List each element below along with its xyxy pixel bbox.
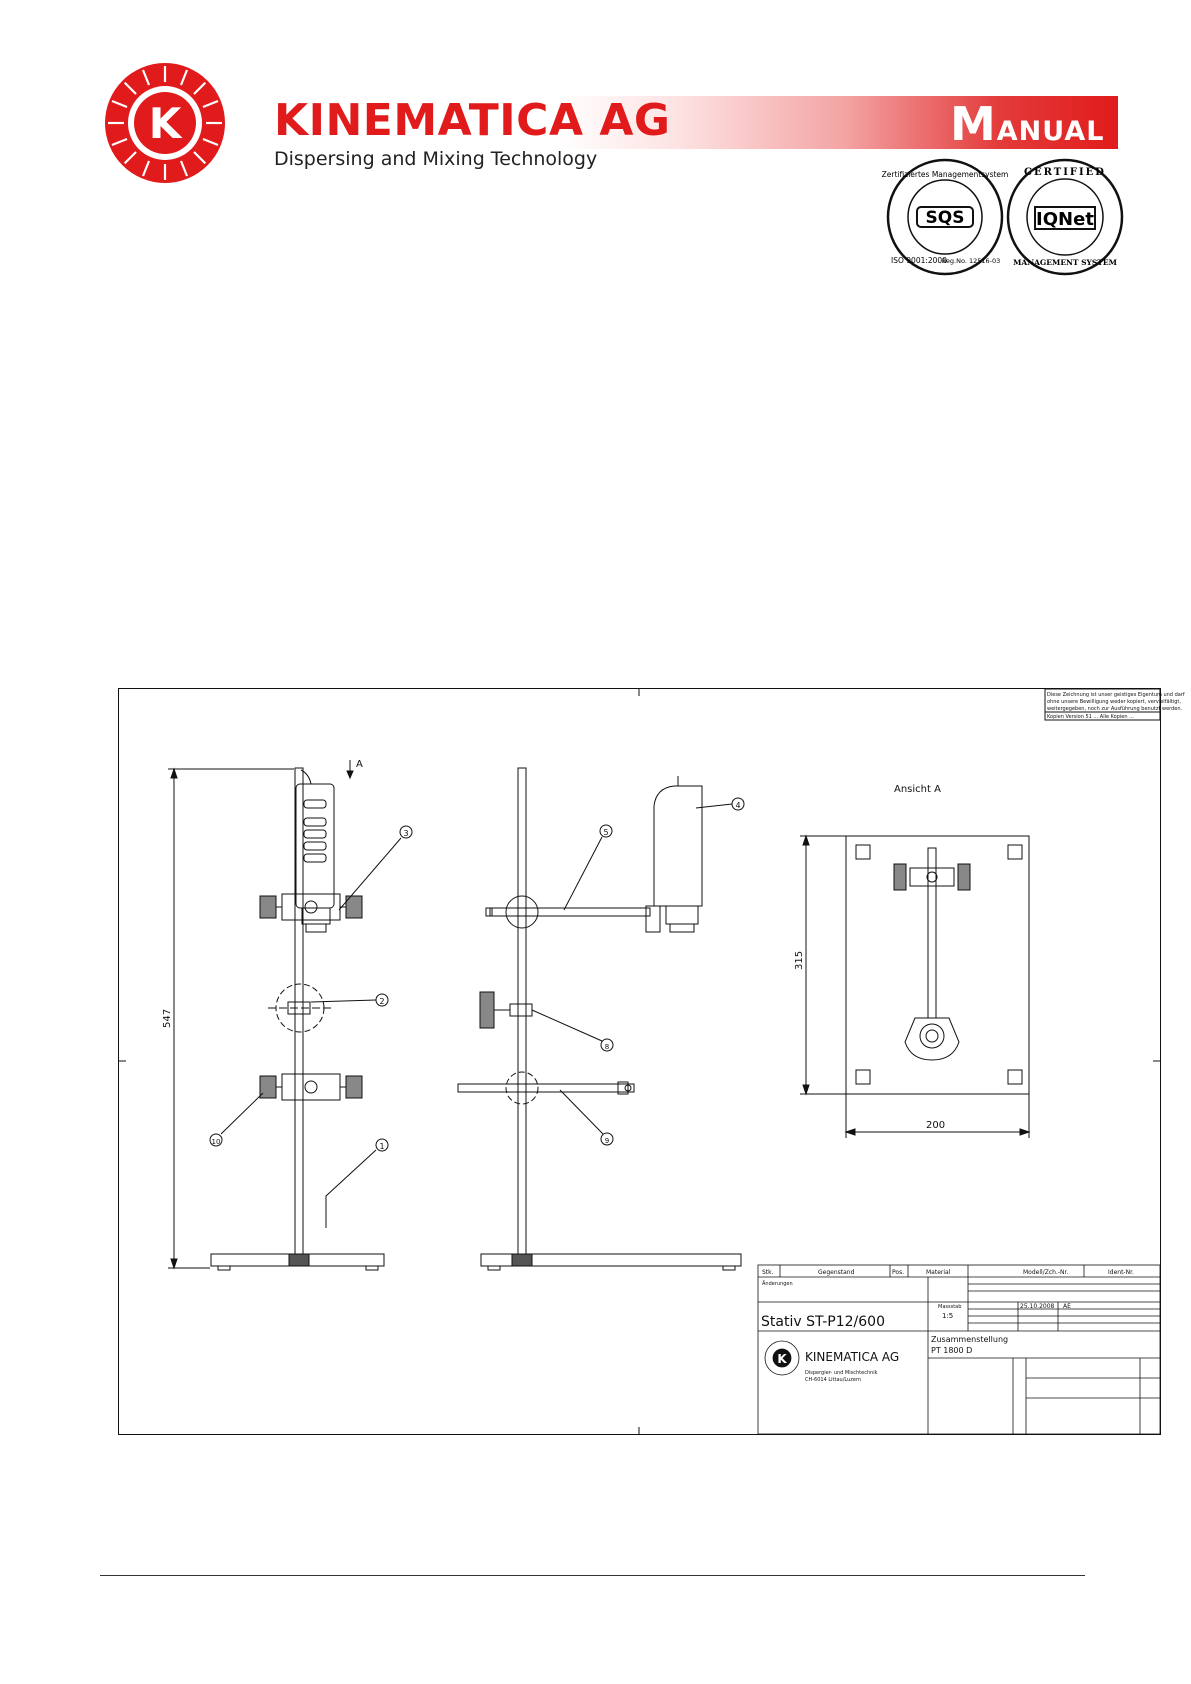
tb-modell: Modell/Zch.-Nr.: [1023, 1269, 1069, 1276]
manual-label-initial: M: [950, 97, 997, 151]
copyright-line-2: ohne unsere Bewilligung weder kopiert, vervielfältigt,: [1047, 699, 1181, 705]
tb-massstab-label: Massstab: [938, 1304, 962, 1310]
company-tagline: Dispersing and Mixing Technology: [274, 148, 598, 170]
tb-initials: AE: [1063, 1303, 1071, 1310]
side-view: [458, 768, 744, 1270]
sqs-iso: ISO 9001:2000: [891, 256, 947, 265]
dim-height: 547: [162, 1008, 173, 1028]
balloon-4: 4: [735, 801, 741, 810]
tb-gegenstand: Gegenstand: [818, 1269, 855, 1276]
copyright-line-4: Kopien Version 51 ... Alle Kopien ...: [1047, 714, 1134, 720]
sqs-center: SQS: [925, 208, 965, 228]
manual-label: [950, 97, 1115, 151]
balloon-1: 1: [379, 1142, 385, 1151]
iqnet-top: CERTIFIED: [1024, 167, 1106, 178]
dim-width: 200: [926, 1120, 946, 1131]
manual-label-rest: ANUAL: [996, 116, 1105, 147]
front-view: [162, 759, 412, 1270]
iqnet-badge: [1008, 160, 1122, 274]
tb-date: 25.10.2008: [1020, 1303, 1055, 1310]
copyright-note: [1045, 689, 1185, 720]
company-name: KINEMATICA AG: [274, 95, 671, 146]
tb-pos: Pos.: [892, 1269, 905, 1276]
balloon-2: 2: [379, 997, 385, 1006]
sqs-reg: Reg.No. 12516-03: [941, 257, 1001, 265]
balloon-8: 8: [604, 1043, 610, 1051]
tb-massstab-value: 1:5: [942, 1312, 954, 1320]
tb-assembly-label: Zusammenstellung: [931, 1335, 1009, 1344]
balloon-5: 5: [603, 828, 609, 837]
view-marker: A: [356, 759, 363, 770]
technical-drawing: [118, 688, 1185, 1435]
kinematica-logo: [104, 62, 226, 184]
copyright-line-3: weitergegeben, noch zur Ausführung benutzt werden.: [1047, 706, 1183, 712]
tb-material: Material: [926, 1269, 951, 1276]
tb-company: KINEMATICA AG: [805, 1350, 900, 1364]
view-a: [794, 784, 1029, 1138]
balloon-9: 9: [604, 1137, 610, 1145]
tb-ident: Ident-Nr.: [1108, 1269, 1134, 1276]
sqs-ring-text: Zertifiziertes Managementsystem: [881, 170, 1009, 179]
sqs-badge: [882, 160, 1009, 274]
tb-stk: Stk.: [762, 1269, 774, 1276]
view-a-label: Ansicht A: [894, 784, 941, 795]
logo-letter: K: [148, 99, 182, 148]
tb-address-1: Dispergier- und Mischtechnik: [805, 1370, 878, 1376]
certification-badges: [881, 155, 1125, 280]
tb-assembly-number: PT 1800 D: [931, 1346, 973, 1355]
balloon-3: 3: [403, 829, 409, 838]
tb-title: Stativ ST-P12/600: [761, 1314, 885, 1330]
iqnet-center: IQNet: [1036, 209, 1094, 230]
footer-divider: [100, 1575, 1085, 1576]
tb-address-2: CH-6014 Littau/Luzern: [805, 1377, 862, 1383]
balloon-10: 10: [211, 1138, 221, 1146]
tb-aenderungen: Änderungen: [762, 1281, 793, 1287]
tb-logo-letter: K: [777, 1352, 787, 1366]
title-block: [758, 1265, 1160, 1434]
dim-depth: 315: [794, 950, 805, 970]
iqnet-bottom: MANAGEMENT SYSTEM: [1013, 258, 1117, 267]
copyright-line-1: Diese Zeichnung ist unser geistiges Eigentum und darf: [1047, 692, 1185, 698]
